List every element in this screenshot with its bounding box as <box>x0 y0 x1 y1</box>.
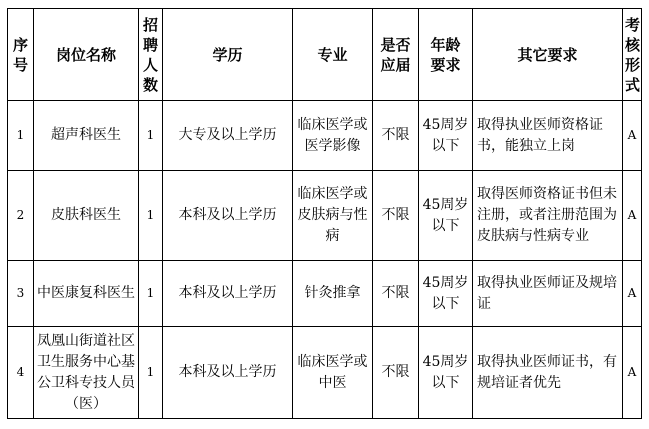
recruitment-table-container <box>7 8 642 419</box>
cell-exam: A <box>623 261 642 327</box>
cell-fresh: 不限 <box>373 261 419 327</box>
cell-fresh: 不限 <box>373 101 419 171</box>
cell-count: 1 <box>139 261 163 327</box>
header-recruit-count: 招 聘 人 数 <box>139 9 163 101</box>
cell-exam: A <box>623 171 642 261</box>
cell-position: 凤凰山街道社区卫生服务中心基公卫科专技人员（医） <box>34 327 139 419</box>
cell-exam: A <box>623 101 642 171</box>
cell-seq: 4 <box>8 327 34 419</box>
header-seq: 序 号 <box>8 9 34 101</box>
cell-count: 1 <box>139 171 163 261</box>
cell-fresh: 不限 <box>373 171 419 261</box>
cell-other: 取得执业医师证书，有规培证者优先 <box>473 327 623 419</box>
header-exam-form: 考 核 形 式 <box>623 9 642 101</box>
cell-position: 中医康复科医生 <box>34 261 139 327</box>
cell-major: 临床医学或皮肤病与性病 <box>293 171 373 261</box>
cell-count: 1 <box>139 327 163 419</box>
header-fresh-graduate: 是否 应届 <box>373 9 419 101</box>
header-education: 学历 <box>163 9 293 101</box>
header-position: 岗位名称 <box>34 9 139 101</box>
cell-fresh: 不限 <box>373 327 419 419</box>
cell-education: 本科及以上学历 <box>163 327 293 419</box>
cell-seq: 3 <box>8 261 34 327</box>
cell-other: 取得执业医师证及规培证 <box>473 261 623 327</box>
cell-age: 45周岁以下 <box>419 261 473 327</box>
table-row <box>8 101 642 171</box>
cell-age: 45周岁以下 <box>419 171 473 261</box>
table-row <box>8 327 642 419</box>
cell-education: 本科及以上学历 <box>163 261 293 327</box>
cell-exam: A <box>623 327 642 419</box>
cell-age: 45周岁以下 <box>419 327 473 419</box>
cell-education: 大专及以上学历 <box>163 101 293 171</box>
table-row <box>8 261 642 327</box>
cell-major: 针灸推拿 <box>293 261 373 327</box>
header-row <box>8 9 642 101</box>
header-major: 专业 <box>293 9 373 101</box>
cell-count: 1 <box>139 101 163 171</box>
cell-major: 临床医学或医学影像 <box>293 101 373 171</box>
cell-other: 取得医师资格证书但未注册，或者注册范围为皮肤病与性病专业 <box>473 171 623 261</box>
cell-seq: 2 <box>8 171 34 261</box>
cell-other: 取得执业医师资格证书，能独立上岗 <box>473 101 623 171</box>
cell-seq: 1 <box>8 101 34 171</box>
cell-age: 45周岁以下 <box>419 101 473 171</box>
cell-education: 本科及以上学历 <box>163 171 293 261</box>
header-age: 年龄 要求 <box>419 9 473 101</box>
header-other-requirements: 其它要求 <box>473 9 623 101</box>
cell-position: 超声科医生 <box>34 101 139 171</box>
cell-major: 临床医学或中医 <box>293 327 373 419</box>
cell-position: 皮肤科医生 <box>34 171 139 261</box>
table-row <box>8 171 642 261</box>
recruitment-table <box>7 8 642 419</box>
